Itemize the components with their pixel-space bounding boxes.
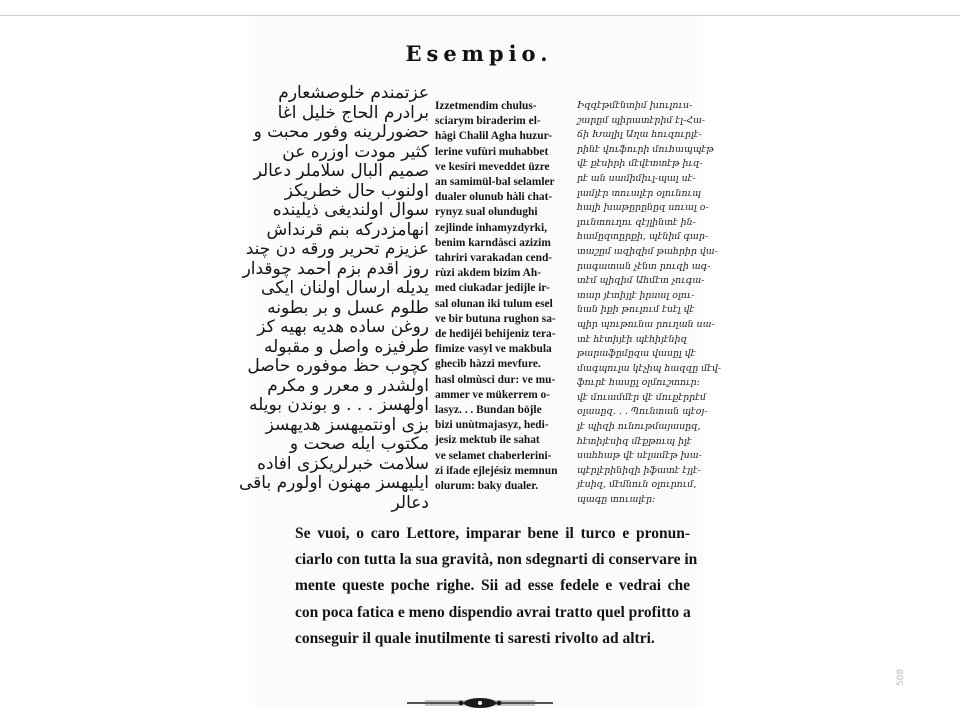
armenian-text-line: շարըմ պիրատէրիմ էլ-Հա- <box>577 114 706 126</box>
arabic-text-column <box>239 83 429 513</box>
armenian-text-line: լամլէր տուալէր օլունուպ <box>577 187 701 199</box>
armenian-text-line: լունտուղու զէյլինտէ ին- <box>577 216 696 228</box>
arabic-text-line: روز اقدم بزم احمد چوقدار <box>242 258 429 279</box>
arabic-text-line: روغن ساده هديه بهيه كز <box>257 317 429 337</box>
armenian-text-line: սահհաթ վէ սէլամէթ խա- <box>577 450 702 462</box>
paragraph-line: Se vuoi, o caro Lettore, imparar bene il turco e pronun- <box>295 525 690 542</box>
paragraph-line: mente queste poche righe. Sii ad esse fedele e vedrai che <box>295 577 690 595</box>
paragraph-line: ciarlo con tutta la sua gravità, non sdegnarti di conservare in <box>295 551 698 569</box>
arabic-text-line: سوال اولنديغى ذيلينده <box>272 200 429 220</box>
turkish-text-line: ve kesíri meveddet üzre <box>435 160 550 173</box>
turkish-text-line: Izzetmendim chulus- <box>435 100 537 112</box>
arabic-text-line: سلامت خبرلريكزى افاده <box>257 453 429 474</box>
turkish-text-line: med ciukadar jedijle ir- <box>435 282 550 295</box>
arabic-text-line: اولشدر و معرر و مكرم <box>267 375 429 396</box>
italian-paragraph <box>295 521 698 652</box>
turkish-text-line: tahriri varakadan cend- <box>435 252 553 265</box>
turkish-text-line: dualer olunub hàli chat- <box>435 191 553 204</box>
armenian-text-line: նան իքի թուլում էսէլ վէ <box>577 304 695 316</box>
page-title: Esempio. <box>405 41 553 66</box>
turkish-text-line: hàgi Chalil Agha huzur- <box>435 130 552 143</box>
arabic-text-line: اولهسز . . . و بوندن بويله <box>249 395 429 415</box>
armenian-text-line: վէ քէսիրի մէվէտտէթ իւզ- <box>577 158 703 170</box>
turkish-text-line: ve bir butuna rughon sa- <box>435 312 556 325</box>
armenian-text-line: թարաֆըմըզա վասըլ վէ <box>577 348 696 360</box>
armenian-text-line: պագը տուալէր: <box>577 494 656 506</box>
turkish-text-line: benim karndàsci azizim <box>435 236 551 249</box>
arabic-text-line: صميم البال سلاملر دعالر <box>253 161 429 181</box>
paragraph-line: conseguir il quale inutilmente ti saresti rivolto ad altri. <box>295 629 655 647</box>
turkish-text-line: jesiz mektub ile sahat <box>435 434 540 447</box>
arabic-text-line: كثير مودت اوزره عن <box>282 141 429 162</box>
turkish-transliteration-column <box>435 99 565 494</box>
arabic-text-line: مكتوب ايله صحت و <box>289 434 429 454</box>
arabic-text-line: طلوم عسل و بر بطونه <box>267 297 429 318</box>
armenian-text-line: Իզզէթմէնտիմ խուլուս- <box>577 100 693 111</box>
arabic-text-line: عزيزم تحرير ورقه دن چند <box>245 239 429 259</box>
armenian-text-line: րէ ան սամիմիւլ-պալ սէ- <box>577 172 696 184</box>
turkish-text-line: bizi unùtmajasyz, hedi- <box>435 419 549 432</box>
turkish-text-line: rynyz sual olundughi <box>435 206 538 219</box>
armenian-text-line: օլասըզ. . . Պունտան պէօյ- <box>577 406 708 418</box>
turkish-text-line: sal olunan iki tulum esel <box>435 297 553 310</box>
arabic-text-line: طرفيزه واصل و مقبوله <box>263 336 429 357</box>
arabic-text-line: يديله ارسال اولنان ايكى <box>261 278 429 298</box>
turkish-text-line: lerine vufùri muhabbet <box>435 145 549 158</box>
turkish-text-line: fimize vasyl ve makbula <box>435 343 552 356</box>
scanned-page <box>239 16 722 706</box>
arabic-text-line: اولنوب حال خطريكز <box>284 180 429 201</box>
armenian-text-line: րինէ վուֆուրի մուհապպէթ <box>577 143 714 155</box>
page-number: 508 <box>896 668 906 686</box>
armenian-text-line: յէսիզ, մէմնուն օլուրում, <box>577 479 697 491</box>
arabic-text-line: عزتمندم خلوصشعارم <box>278 83 429 103</box>
arabic-text-line: ايليهسز مهنون اولورم باقى <box>239 473 429 493</box>
turkish-text-line: olurum: baky dualer. <box>435 480 539 493</box>
arabic-text-line: كچوب حظ موفوره حاصل <box>247 356 429 376</box>
turkish-text-line: ve selamet chaberlerini- <box>435 449 552 462</box>
armenian-text-line: մագպուլա կէչիպ հազզը մէվ- <box>577 362 722 374</box>
armenian-text-line: տէ հէտիյէի պէհիյէնիզ <box>577 333 688 345</box>
armenian-text-line: պէրլէրինիզի իֆատէ էյլէ- <box>577 464 701 476</box>
turkish-text-line: zejlinde inhamyzdyrki, <box>435 221 548 234</box>
arabic-text-line: برادرم الحاج خليل اغا <box>277 102 429 123</box>
armenian-text-line: րագատան չէնտ րուզի ագ- <box>577 260 711 272</box>
ornament-divider <box>405 696 555 710</box>
arabic-text-line: دعالر <box>391 492 429 513</box>
turkish-text-line: an samimül-bal selamler <box>435 176 555 189</box>
turkish-text-line: rùzi akdem bizim Ah- <box>435 267 541 280</box>
arabic-text-line: بزى اونتميهسز هديهسز <box>265 414 429 435</box>
armenian-text-line: համըզտըրքի, պէնիմ գար- <box>577 231 709 243</box>
turkish-text-line: zi ifade ejlejésiz memnun <box>435 464 558 477</box>
arabic-text-line: حضورلرينه وفور محبت و <box>253 122 429 142</box>
armenian-text-line: տաշըմ ազիզիմ թահրիր վա- <box>577 245 718 257</box>
armenian-text-line: պիր պութունա րուղան սա- <box>577 318 715 330</box>
arabic-text-line: انهامزدركه بنم قرنداش <box>266 219 429 240</box>
armenian-text-line: վէ մուամմէր վէ մուքէրրէմ <box>577 391 707 403</box>
armenian-text-line: հէտիյէսիզ մէքթուպ իլէ <box>577 435 692 447</box>
turkish-text-line: ghecib hàzzi mevfure. <box>435 358 541 371</box>
armenian-text-line: հալի խաթըրընըզ սուալ օ- <box>577 202 709 214</box>
turkish-text-line: sciarym biraderim el- <box>435 115 541 128</box>
armenian-text-line: տէմ պիզիմ Ահմէտ չուգա- <box>577 275 705 287</box>
armenian-text-line: ֆուրէ հասըլ օլմուշտուր: <box>577 377 700 389</box>
turkish-text-line: lasyz. . . Bundan böjle <box>435 404 542 417</box>
armenian-transliteration-column <box>577 99 722 508</box>
turkish-text-line: hasl olmùsci dur: ve mu- <box>435 373 556 386</box>
turkish-text-line: de hedijéi behijeniz tera- <box>435 328 556 341</box>
armenian-text-line: տար յէտիյլէ իրսալ օլու- <box>577 289 695 301</box>
armenian-text-line: ճի Խալիլ Աղա հուզուրլէ- <box>577 129 702 141</box>
turkish-text-line: ammer ve mükerrem o- <box>435 388 551 401</box>
paragraph-line: con poca fatica e meno dispendio avrai tratto quel profitto a <box>295 603 691 621</box>
armenian-text-line: լէ պիզի ունութմայասըզ, <box>577 421 701 433</box>
